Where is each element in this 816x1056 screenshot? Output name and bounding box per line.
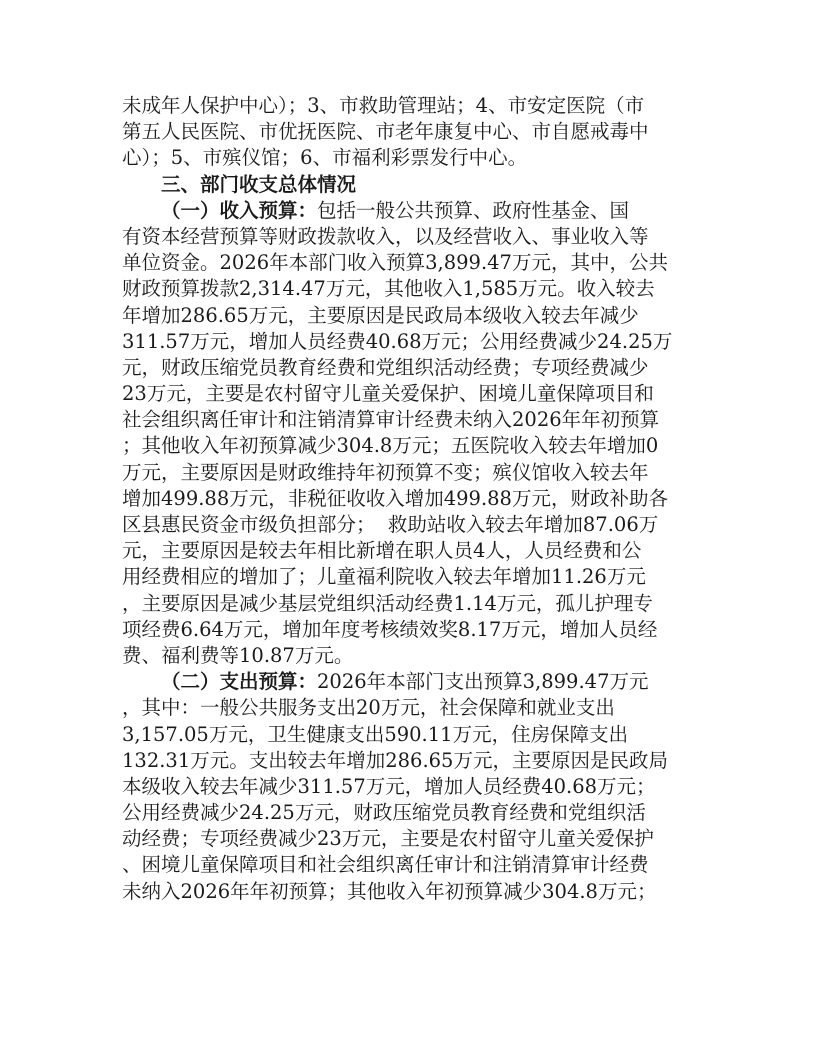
text-line: 元，财政压缩党员教育经费和党组织活动经费；专项经费减少	[122, 355, 649, 379]
text-line: 区县惠民资金市级负担部分； 救助站收入较去年增加87.06万	[122, 513, 659, 536]
text-line: 年增加286.65万元，主要原因是民政局本级收入较去年减少	[122, 303, 639, 327]
text-line: 未成年人保护中心）；3、市救助管理站；4、市安定医院（市	[122, 94, 645, 117]
text-line: 财政预算拨款2,314.47万元，其他收入1,585万元。收入较去	[122, 277, 655, 301]
text-line: ，主要原因是减少基层党组织活动经费1.14万元，孤儿护理专	[122, 591, 653, 615]
text-line: 万元，主要原因是财政维持年初预算不变；殡仪馆收入较去年	[122, 460, 649, 484]
text-line: ，其中：一般公共服务支出20万元，社会保障和就业支出	[122, 696, 615, 720]
text-line: 增加499.88万元，非税征收收入增加499.88万元，财政补助各	[122, 486, 668, 510]
text-line: 311.57万元，增加人员经费40.68万元；公用经费减少24.25万	[122, 329, 673, 353]
income-first-line	[122, 198, 700, 224]
text-line: 、困境儿童保障项目和社会组织离任审计和注销清算审计经费	[122, 853, 649, 877]
text-line: 132.31万元。支出较去年增加286.65万元，主要原因是民政局	[122, 748, 668, 772]
text-line: 3,157.05万元，卫生健康支出590.11万元，住房保障支出	[122, 722, 629, 746]
income-first-line-text: 包括一般公共预算、政府性基金、国	[317, 198, 630, 222]
text-line: 元，主要原因是较去年相比新增在职人员4人，人员经费和公	[122, 539, 642, 563]
section-heading: 三、部门收支总体情况	[161, 172, 357, 196]
text-line: 第五人民医院、市优抚医院、市老年康复中心、市自愿戒毒中	[122, 120, 649, 144]
text-line: 项经费6.64万元，增加年度考核绩效奖8.17万元，增加人员经	[122, 617, 658, 641]
text-line: 本级收入较去年减少311.57万元，增加人员经费40.68万元；	[122, 774, 656, 798]
document-body	[122, 93, 700, 905]
text-line: 公用经费减少24.25万元，财政压缩党员教育经费和党组织活	[122, 801, 646, 825]
text-line: 用经费相应的增加了；儿童福利院收入较去年增加11.26万元	[122, 565, 646, 589]
text-line: ；其他收入年初预算减少304.8万元；五医院收入较去年增加0	[122, 434, 659, 458]
text-line: 单位资金。2026年本部门收入预算3,899.47万元，其中，公共	[122, 251, 668, 275]
income-label: （一）收入预算：	[161, 198, 318, 222]
text-line: 费、福利费等10.87万元。	[122, 643, 354, 667]
text-line: 23万元，主要是农村留守儿童关爱保护、困境儿童保障项目和	[122, 382, 654, 406]
text-line: 有资本经营预算等财政拨款收入，以及经营收入、事业收入等	[122, 224, 649, 248]
text-line: 未纳入2026年年初预算；其他收入年初预算减少304.8万元；	[122, 879, 657, 903]
expenditure-first-line-text: 2026年本部门支出预算3,899.47万元	[317, 670, 649, 694]
expenditure-label: （二）支出预算：	[161, 670, 318, 694]
text-line: 社会组织离任审计和注销清算审计经费未纳入2026年年初预算	[122, 408, 660, 432]
text-line: 动经费；专项经费减少23万元，主要是农村留守儿童关爱保护	[122, 827, 654, 851]
text-line: 心）；5、市殡仪馆；6、市福利彩票发行中心。	[122, 146, 528, 170]
expenditure-first-line	[122, 669, 700, 695]
